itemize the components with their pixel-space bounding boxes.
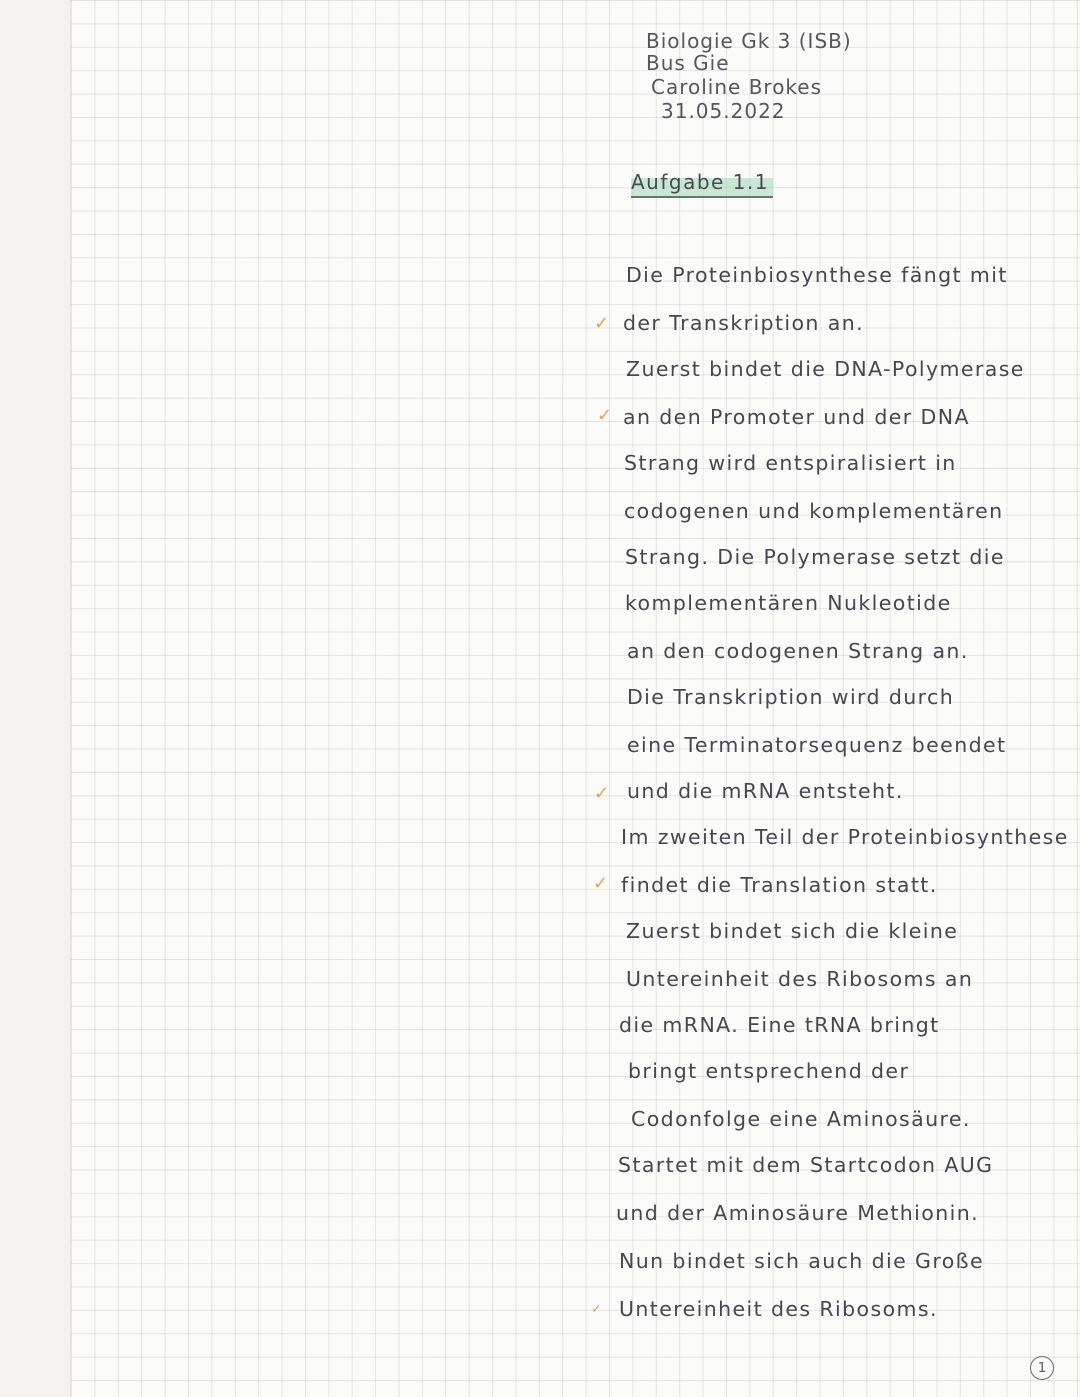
text-line: Startet mit dem Startcodon AUG: [618, 1153, 994, 1177]
text-line: Untereinheit des Ribosoms an: [626, 967, 974, 991]
text-line: findet die Translation statt.: [621, 873, 938, 897]
notebook-page: [70, 0, 1080, 1397]
text-line: Zuerst bindet sich die kleine: [626, 919, 959, 943]
check-mark-icon: ✓: [597, 405, 613, 426]
text-line: und der Aminosäure Methionin.: [616, 1201, 980, 1225]
check-mark-icon: ✓: [591, 1302, 602, 1317]
task-heading: Aufgabe 1.1: [631, 170, 773, 198]
text-line: und die mRNA entsteht.: [627, 779, 904, 803]
text-line: Untereinheit des Ribosoms.: [619, 1297, 938, 1321]
text-line: an den Promoter und der DNA: [623, 405, 970, 429]
teacher-name: Bus Gie: [646, 51, 730, 75]
course-title: Biologie Gk 3 (ISB): [646, 29, 852, 53]
text-line: eine Terminatorsequenz beendet: [627, 733, 1007, 757]
date: 31.05.2022: [661, 99, 786, 123]
text-line: Die Transkription wird durch: [627, 685, 955, 709]
check-mark-icon: ✓: [594, 313, 610, 334]
text-line: der Transkription an.: [623, 311, 865, 335]
text-line: die mRNA. Eine tRNA bringt: [619, 1013, 940, 1037]
text-line: komplementären Nukleotide: [625, 591, 952, 615]
text-line: codogenen und komplementären: [624, 499, 1004, 523]
text-line: Die Proteinbiosynthese fängt mit: [626, 263, 1008, 287]
text-line: Im zweiten Teil der Proteinbiosynthese: [621, 825, 1069, 849]
check-mark-icon: ✓: [593, 873, 609, 894]
text-line: Codonfolge eine Aminosäure.: [631, 1107, 971, 1131]
text-line: Nun bindet sich auch die Große: [619, 1249, 984, 1273]
text-line: Strang wird entspiralisiert in: [624, 451, 957, 475]
text-line: Zuerst bindet die DNA-Polymerase: [626, 357, 1025, 381]
text-line: an den codogenen Strang an.: [627, 639, 969, 663]
text-line: bringt entsprechend der: [628, 1059, 910, 1083]
student-name: Caroline Brokes: [651, 75, 823, 99]
page-number: 1: [1030, 1356, 1054, 1380]
text-line: Strang. Die Polymerase setzt die: [625, 545, 1005, 569]
check-mark-icon: ✓: [594, 783, 610, 804]
